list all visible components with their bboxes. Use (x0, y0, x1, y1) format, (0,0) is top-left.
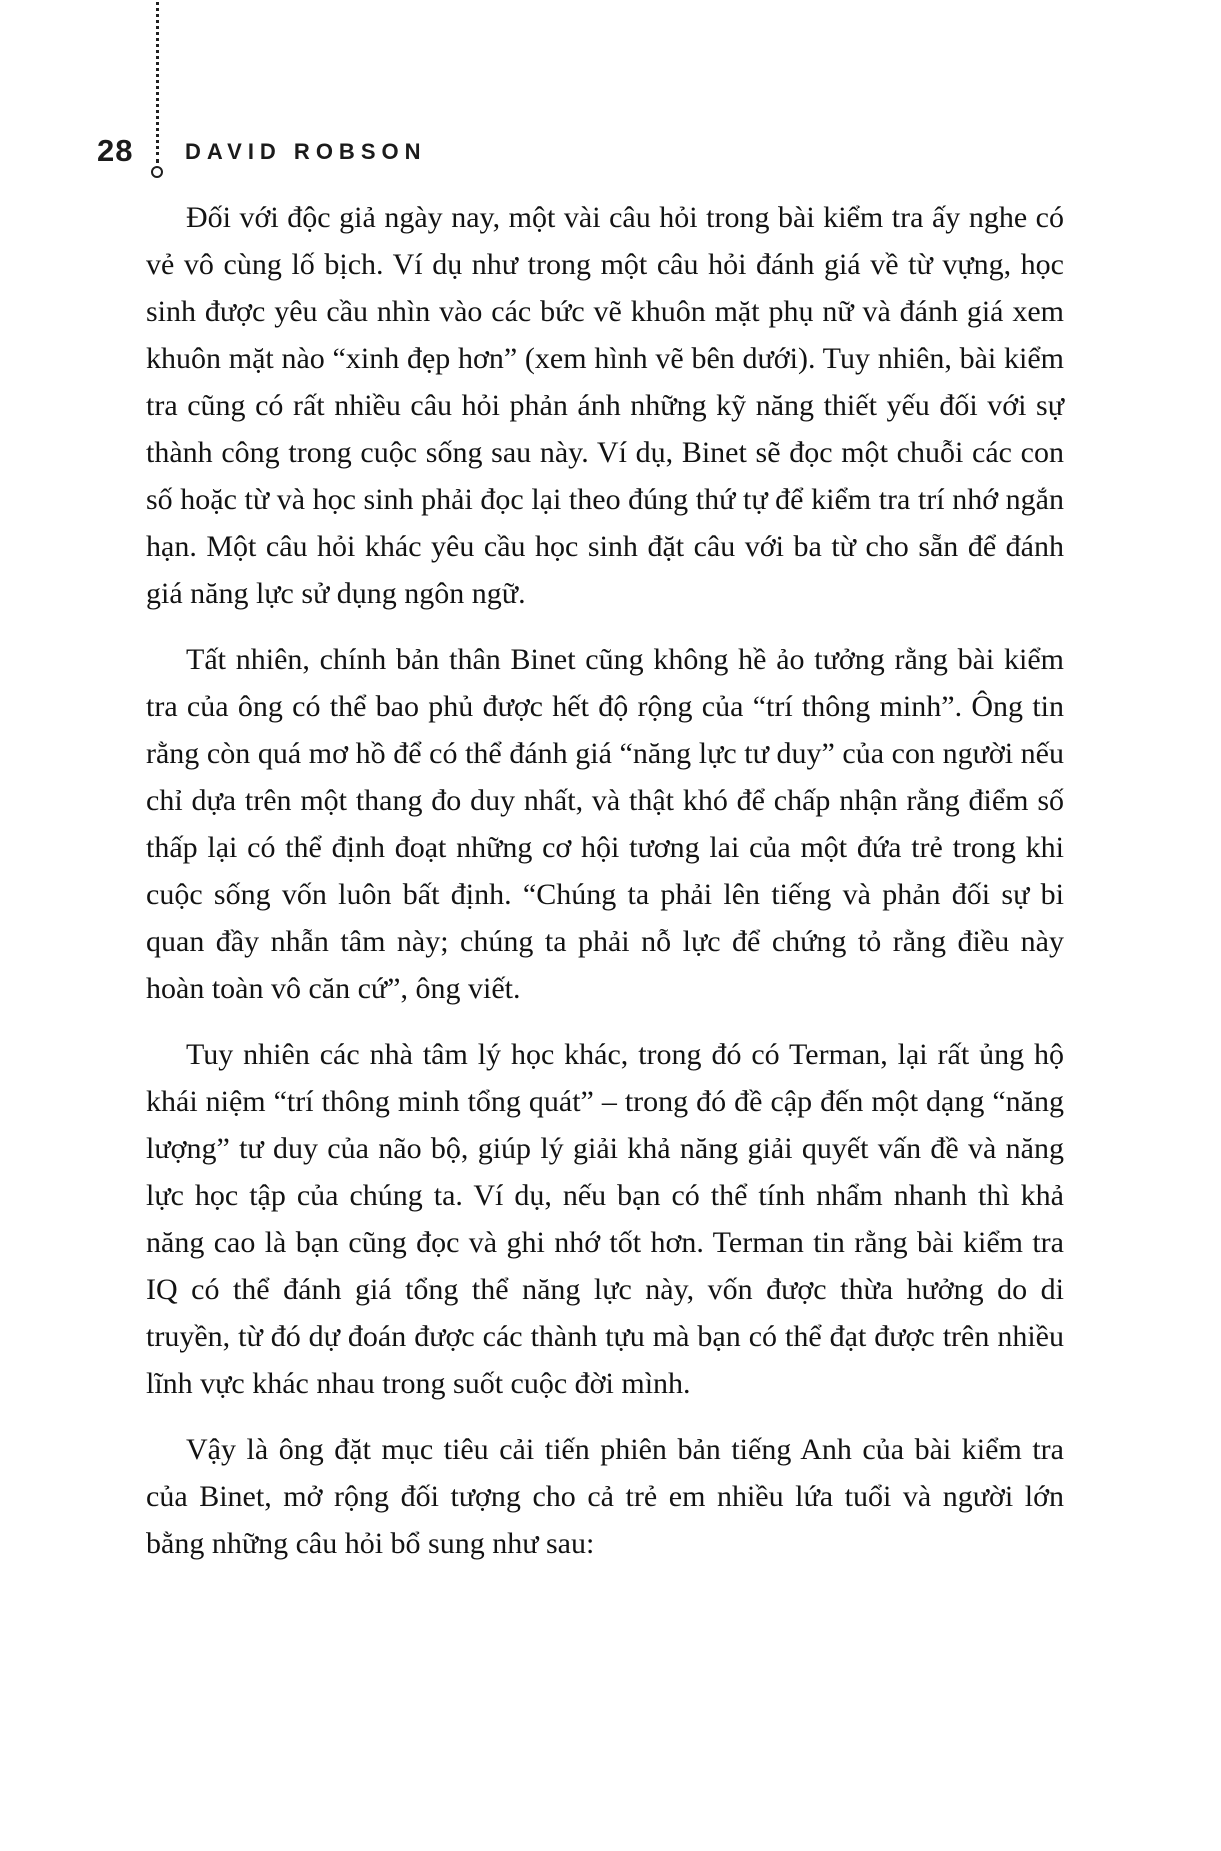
running-header-author: DAVID ROBSON (185, 139, 427, 164)
open-circle-ornament (151, 166, 163, 178)
paragraph-2: Tất nhiên, chính bản thân Binet cũng không hề ảo tưởng rằng bài kiểm tra của ông có thể bao phủ được hết độ rộng của “trí thông minh”. Ông tin rằng còn quá mơ hồ để có thể đánh giá “năng lực tư duy” của con người nếu chỉ dựa trên một thang đo duy nhất, và thật khó để chấp nhận rằng điểm số thấp lại có thể định đoạt những cơ hội tương lai của một đứa trẻ trong khi cuộc sống vốn luôn bất định. “Chúng ta phải lên tiếng và phản đối sự bi quan đầy nhẫn tâm này; chúng ta phải nỗ lực để chứng tỏ rằng điều này hoàn toàn vô căn cứ”, ông viết. (146, 643, 1064, 1005)
body-text-block (146, 194, 1064, 1586)
dotted-vertical-line-ornament (156, 0, 159, 163)
paragraph-3: Tuy nhiên các nhà tâm lý học khác, trong đó có Terman, lại rất ủng hộ khái niệm “trí thông minh tổng quát” – trong đó đề cập đến một dạng “năng lượng” tư duy của não bộ, giúp lý giải khả năng giải quyết vấn đề và năng lực học tập của chúng ta. Ví dụ, nếu bạn có thể tính nhẩm nhanh thì khả năng cao là bạn cũng đọc và ghi nhớ tốt hơn. Terman tin rằng bài kiểm tra IQ có thể đánh giá tổng thể năng lực này, vốn được thừa hưởng do di truyền, từ đó dự đoán được các thành tựu mà bạn có thể đạt được trên nhiều lĩnh vực khác nhau trong suốt cuộc đời mình. (146, 1038, 1064, 1400)
paragraph-1: Đối với độc giả ngày nay, một vài câu hỏi trong bài kiểm tra ấy nghe có vẻ vô cùng lố bịch. Ví dụ như trong một câu hỏi đánh giá về từ vựng, học sinh được yêu cầu nhìn vào các bức vẽ khuôn mặt phụ nữ và đánh giá xem khuôn mặt nào “xinh đẹp hơn” (xem hình vẽ bên dưới). Tuy nhiên, bài kiểm tra cũng có rất nhiều câu hỏi phản ánh những kỹ năng thiết yếu đối với sự thành công trong cuộc sống sau này. Ví dụ, Binet sẽ đọc một chuỗi các con số hoặc từ và học sinh phải đọc lại theo đúng thứ tự để kiểm tra trí nhớ ngắn hạn. Một câu hỏi khác yêu cầu học sinh đặt câu với ba từ cho sẵn để đánh giá năng lực sử dụng ngôn ngữ. (146, 201, 1064, 610)
paragraph-4: Vậy là ông đặt mục tiêu cải tiến phiên bản tiếng Anh của bài kiểm tra của Binet, mở rộng đối tượng cho cả trẻ em nhiều lứa tuổi và người lớn bằng những câu hỏi bổ sung như sau: (146, 1433, 1064, 1560)
page-number: 28 (97, 133, 134, 168)
